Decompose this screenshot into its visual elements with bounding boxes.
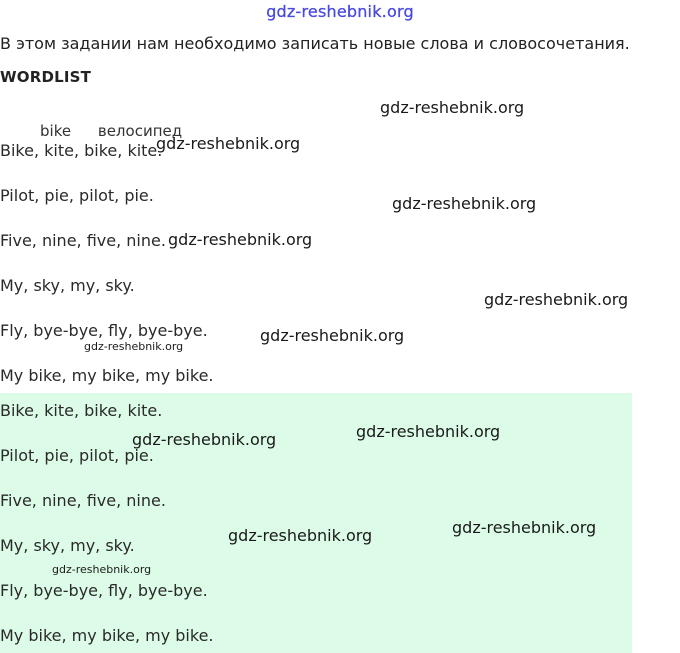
practice-line: Five, nine, five, nine.: [0, 231, 166, 250]
clipped-wordlist-row: [40, 118, 204, 140]
watermark: gdz-reshebnik.org: [168, 230, 313, 249]
watermark: gdz-reshebnik.org: [84, 340, 184, 353]
site-header-watermark: gdz-reshebnik.org: [266, 2, 414, 21]
watermark: gdz-reshebnik.org: [356, 422, 501, 441]
watermark: gdz-reshebnik.org: [392, 194, 537, 213]
highlight-line: Fly, bye-bye, fly, bye-bye.: [0, 581, 208, 600]
watermark: gdz-reshebnik.org: [452, 518, 597, 537]
practice-line: Fly, bye-bye, fly, bye-bye.: [0, 321, 208, 340]
watermark: gdz-reshebnik.org: [52, 563, 152, 576]
practice-line: Bike, kite, bike, kite.: [0, 141, 163, 160]
watermark: gdz-reshebnik.org: [380, 98, 525, 117]
watermark: gdz-reshebnik.org: [132, 430, 277, 449]
clipped-word: bike: [40, 122, 72, 140]
watermark: gdz-reshebnik.org: [156, 134, 301, 153]
clipped-translation: велосипед: [97, 122, 183, 140]
highlight-line: Five, nine, five, nine.: [0, 491, 166, 510]
practice-line: My, sky, my, sky.: [0, 276, 135, 295]
practice-line: Pilot, pie, pilot, pie.: [0, 186, 154, 205]
practice-line: My bike, my bike, my bike.: [0, 366, 214, 385]
highlight-line: Bike, kite, bike, kite.: [0, 401, 163, 420]
watermark: gdz-reshebnik.org: [228, 526, 373, 545]
highlight-line: My, sky, my, sky.: [0, 536, 135, 555]
intro-text: В этом задании нам необходимо записать новые слова и словосочетания.: [0, 34, 630, 53]
highlight-line: My bike, my bike, my bike.: [0, 626, 214, 645]
wordlist-heading: WORDLIST: [0, 68, 92, 86]
watermark: gdz-reshebnik.org: [484, 290, 629, 309]
watermark: gdz-reshebnik.org: [260, 326, 405, 345]
highlight-line: Pilot, pie, pilot, pie.: [0, 446, 154, 465]
